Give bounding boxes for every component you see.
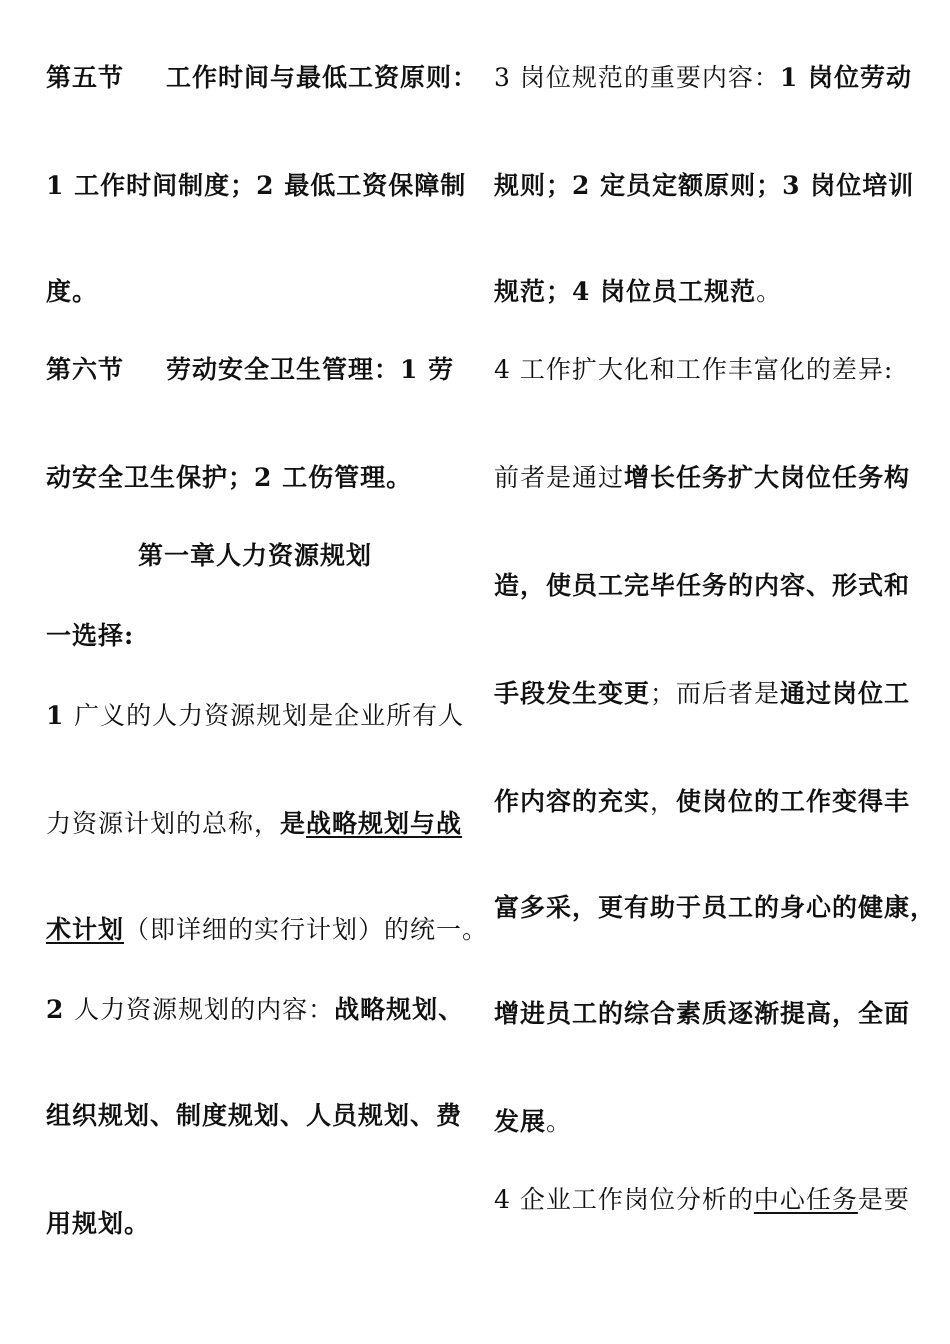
subheading-choice: 一选择:: [46, 621, 135, 650]
text-line: 4 企业工作岗位分析的中心任务是要: [494, 1185, 910, 1214]
section-5-number: 第五节: [46, 63, 125, 92]
text-line: 手段发生变更；而后者是通过岗位工: [494, 679, 911, 708]
text-line: 作内容的充实，使岗位的工作变得丰: [494, 787, 911, 816]
text-line: 用规划。: [46, 1209, 151, 1238]
text-line: 组织规划、制度规划、人员规划、费: [46, 1101, 463, 1130]
underlined-term: 术计划: [46, 915, 125, 944]
text-line: 力资源计划的总称，是战略规划与战: [46, 809, 463, 838]
section-6-heading: [46, 352, 454, 388]
text-line: 发展。: [494, 1107, 573, 1136]
text-line: 规则；2 定员定额原则；3 岗位培训: [494, 171, 915, 200]
text-line: 2 人力资源规划的内容：战略规划、: [46, 995, 465, 1024]
section-6-title: 劳动安全卫生管理：1 劳: [166, 355, 455, 384]
underlined-term: 中心任务: [753, 1185, 858, 1214]
text-line: 术计划（即详细的实行计划）的统一。: [46, 915, 489, 944]
text-line: 3 岗位规范的重要内容：1 岗位劳动: [494, 63, 912, 92]
text-line: 4 工作扩大化和工作丰富化的差异:: [494, 355, 894, 384]
section-5-heading: [46, 60, 478, 96]
text-line: 度。: [46, 277, 99, 306]
chapter-title: 第一章人力资源规划: [138, 541, 373, 570]
underlined-term: 战略规划与战: [306, 809, 463, 838]
text-line: 规范；4 岗位员工规范。: [494, 277, 783, 306]
text-line: 增进员工的综合素质逐渐提高，全面: [494, 999, 911, 1028]
text-line: 前者是通过增长任务扩大岗位任务构: [494, 463, 911, 492]
section-6-number: 第六节: [46, 355, 125, 384]
text-line: 动安全卫生保护；2 工伤管理。: [46, 463, 413, 492]
text-line: 1 广义的人力资源规划是企业所有人: [46, 701, 465, 730]
text-line: 1 工作时间制度；2 最低工资保障制: [46, 171, 467, 200]
section-5-title: 工作时间与最低工资原则：: [166, 63, 479, 92]
text-line: 造，使员工完毕任务的内容、形式和: [494, 571, 911, 600]
text-line: 富多采，更有助于员工的身心的健康，: [494, 893, 937, 922]
